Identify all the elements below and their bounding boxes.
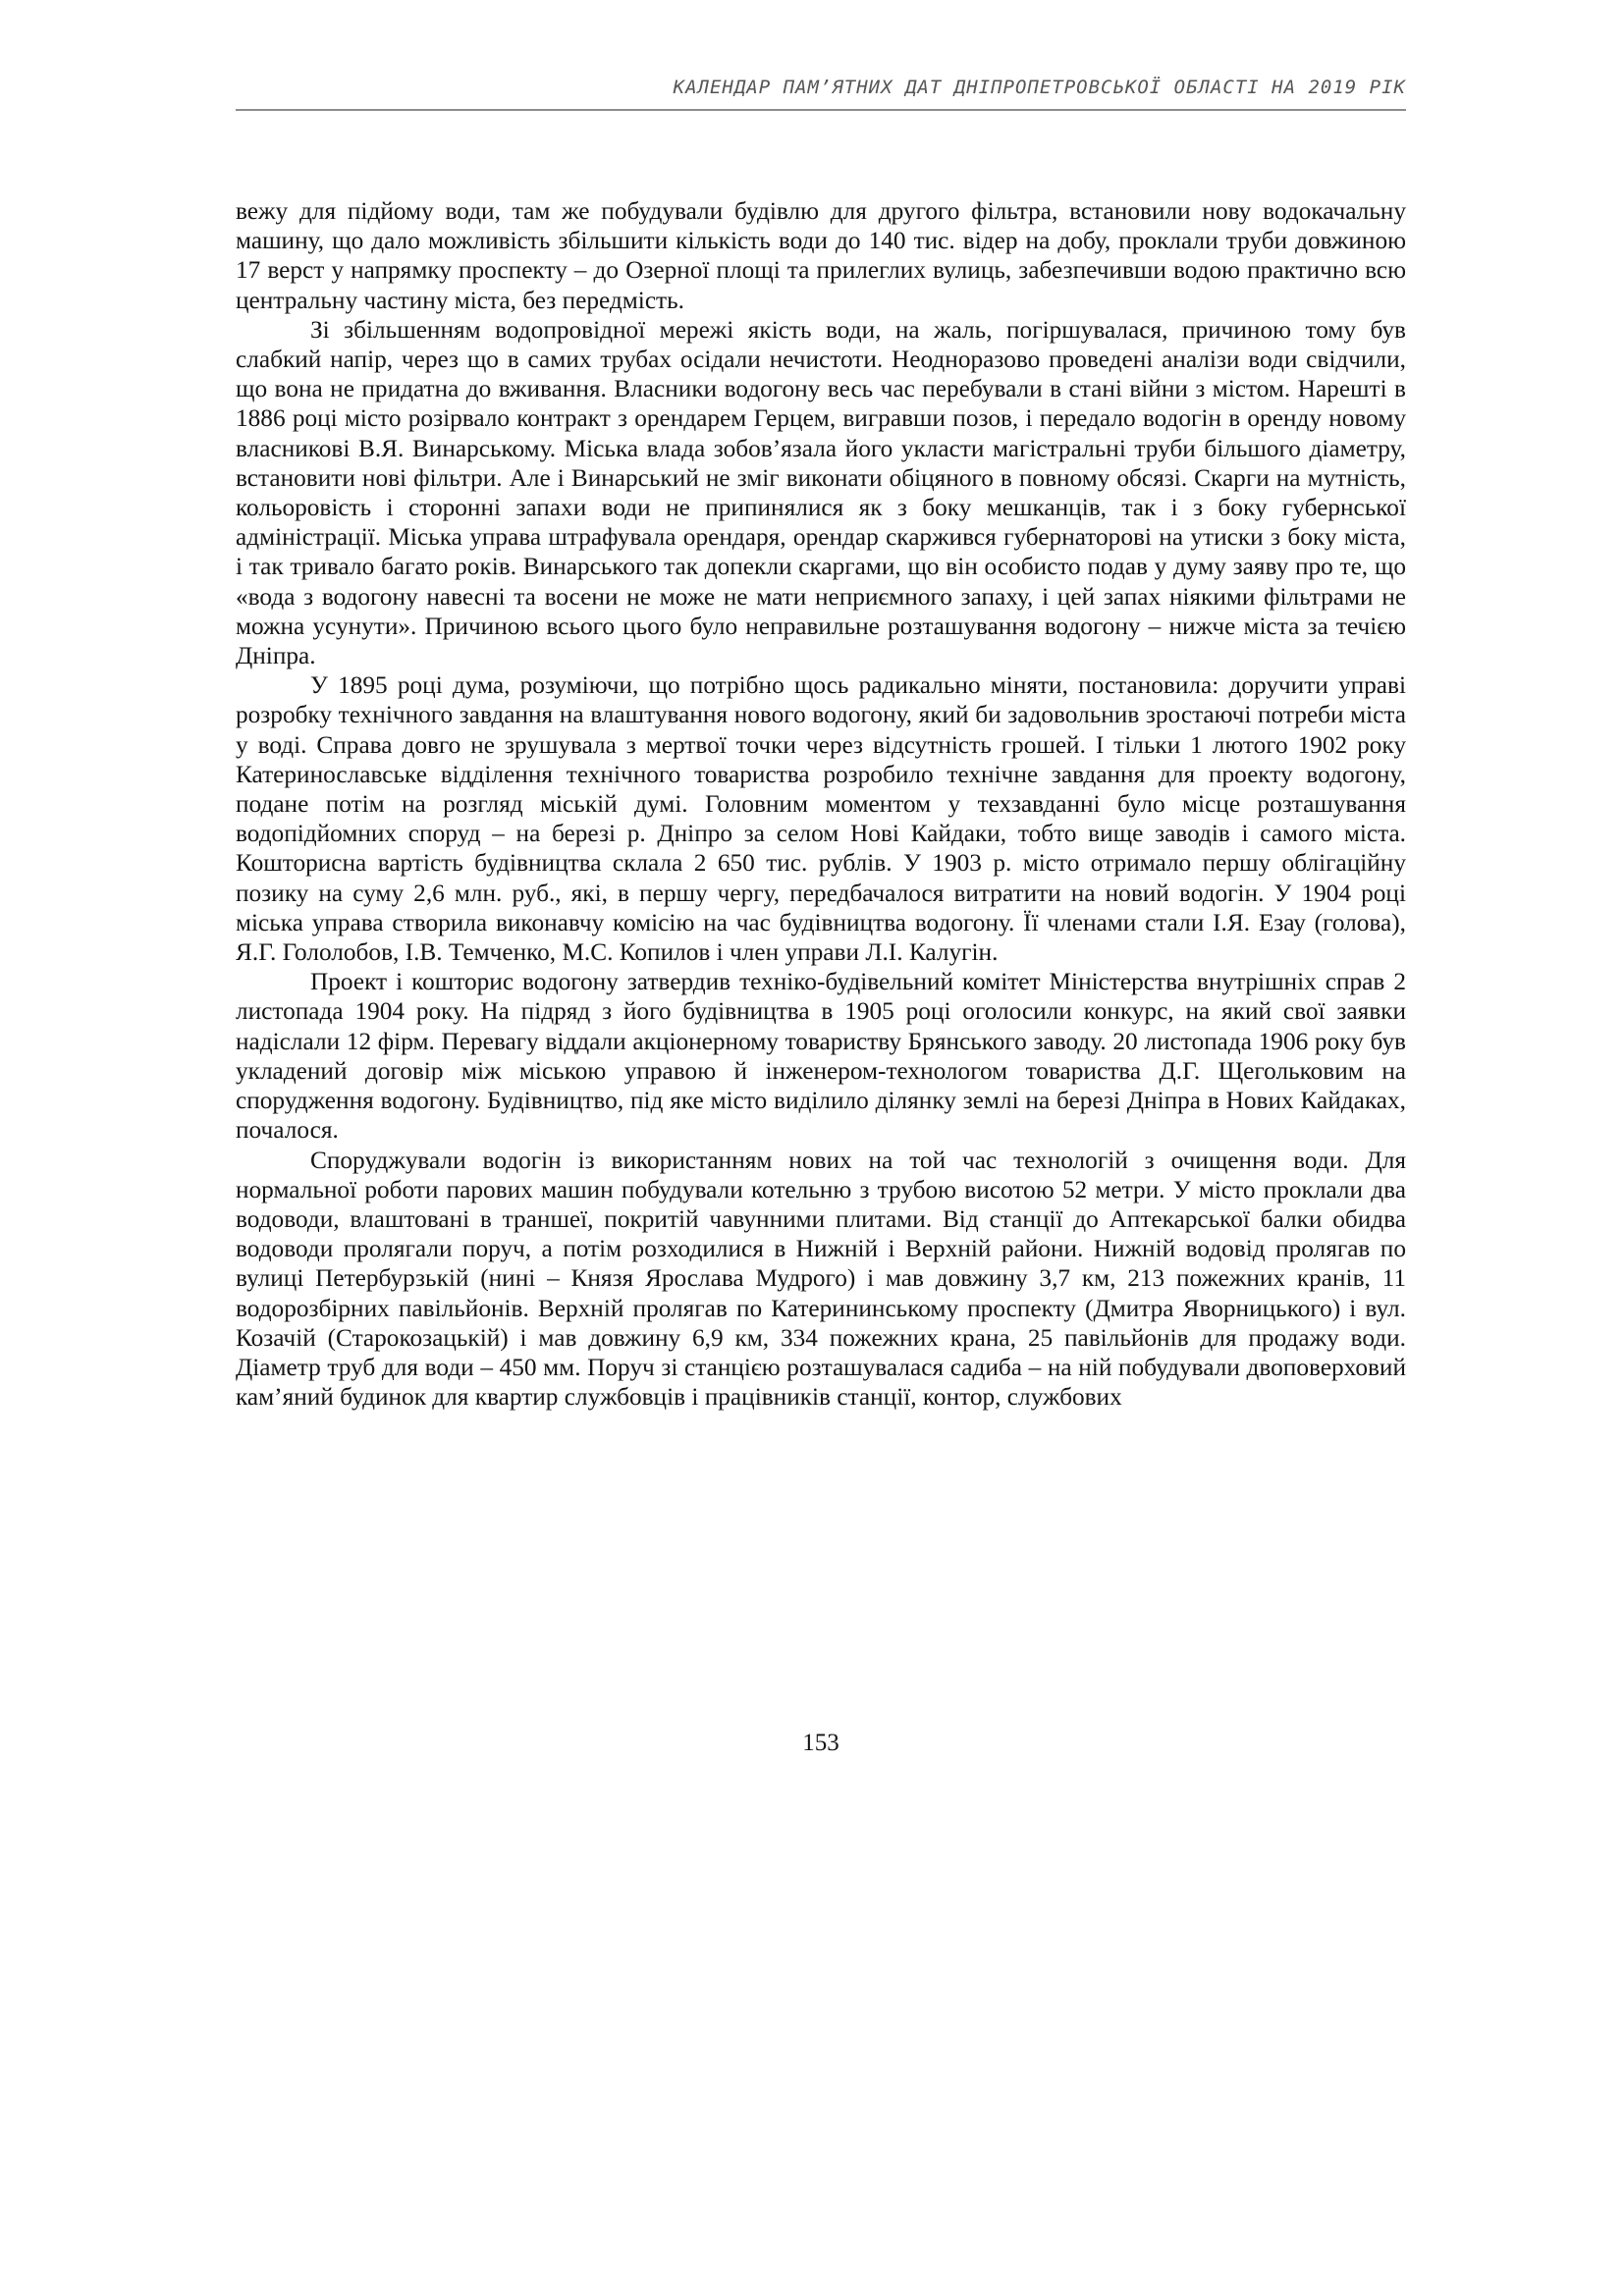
- header-divider: [236, 109, 1406, 111]
- paragraph: вежу для підйому води, там же побудували будівлю для другого фільтра, встановили нову водокачальну машину, що дало можливість збільшити кількість води до 140 тис. відер на добу, проклали труби довжиною 17 верст у напрямку проспекту – до Озерної площі та прилеглих вулиць, забезпечивши водою практично всю центральну частину міста, без передмість.: [236, 197, 1406, 314]
- paragraph: Зі збільшенням водопровідної мережі якість води, на жаль, погіршувалася, причиною тому був слабкий напір, через що в самих трубах осідали нечистоти. Неодноразово проведені аналізи води свідчили, що вона не придатна до вживання. Власники водогону весь час перебували в стані війни з містом. Нарешті в 1886 році місто розірвало контракт з орендарем Герцем, вигравши позов, і передало водогін в оренду новому власникові В.Я. Винарському. Міська влада зобов’язала його укласти магістральні труби більшого діаметру, встановити нові фільтри. Але і Винарський не зміг виконати обіцяного в повному обсязі. Скарги на мутність, кольоровість і сторонні запахи води не припинялися як з боку мешканців, так і з боку губернської адміністрації. Міська управа штрафувала орендаря, орендар скаржився губернаторові на утиски з боку міста, і так тривало багато років. Винарського так допекли скаргами, що він особисто подав у думу заяву про те, що «вода з водогону навесні та восени не може не мати неприємного запаху, і цей запах ніякими фільтрами не можна усунути». Причиною всього цього було неправильне розташування водогону – нижче міста за течією Дніпра.: [236, 315, 1406, 670]
- paragraph: Проект і кошторис водогону затвердив техніко-будівельний комітет Міністерства внутрішніх справ 2 листопада 1904 року. На підряд з його будівництва в 1905 році оголосили конкурс, на який свої заявки надіслали 12 фірм. Перевагу віддали акціонерному товариству Брянського заводу. 20 листопада 1906 року був укладений договір між міською управою й інженером-технологом товариства Д.Г. Щегольковим на спорудження водогону. Будівництво, під яке місто виділило ділянку землі на березі Дніпра в Нових Кайдаках, почалося.: [236, 968, 1406, 1145]
- paragraph: Споруджували водогін із використанням нових на той час технологій з очищення води. Для нормальної роботи парових машин побудували котельню з трубою висотою 52 метри. У місто проклали два водоводи, влаштовані в траншеї, покритій чавунними плитами. Від станції до Аптекарської балки обидва водоводи пролягали поруч, а потім розходилися в Нижній і Верхній райони. Нижній водовід пролягав по вулиці Петербурзькій (нині – Князя Ярослава Мудрого) і мав довжину 3,7 км, 213 пожежних кранів, 11 водорозбірних павільйонів. Верхній пролягав по Катерининському проспекту (Дмитра Яворницького) і вул. Козачій (Старокозацькій) і мав довжину 6,9 км, 334 пожежних крана, 25 павільйонів для продажу води. Діаметр труб для води – 450 мм. Поруч зі станцією розташувалася садиба – на ній побудували двоповерховий кам’яний будинок для квартир службовців і працівників станції, контор, службових: [236, 1146, 1406, 1412]
- page-number: 153: [802, 1730, 839, 1756]
- running-header: КАЛЕНДАР ПАМ’ЯТНИХ ДАТ ДНІПРОПЕТРОВСЬКОЇ ОБЛАСТІ НА 2019 РІК: [673, 77, 1406, 98]
- body-text: [236, 196, 1406, 1412]
- paragraph: У 1895 році дума, розуміючи, що потрібно щось радикально міняти, постановила: доручити управі розробку технічного завдання на влаштування нового водогону, який би задовольнив зростаючі потреби міста у воді. Справа довго не зрушувала з мертвої точки через відсутність грошей. І тільки 1 лютого 1902 року Катеринославське відділення технічного товариства розробило технічне завдання для проекту водогону, подане потім на розгляд міській думі. Головним моментом у техзавданні було місце розташування водопідйомних споруд – на березі р. Дніпро за селом Нові Кайдаки, тобто вище заводів і самого міста. Кошторисна вартість будівництва склала 2 650 тис. рублів. У 1903 р. місто отримало першу облігаційну позику на суму 2,6 млн. руб., які, в першу чергу, передбачалося витратити на новий водогін. У 1904 році міська управа створила виконавчу комісію на час будівництва водогону. Її членами стали І.Я. Езау (голова), Я.Г. Гололобов, І.В. Темченко, М.С. Копилов і член управи Л.І. Калугін.: [236, 671, 1406, 967]
